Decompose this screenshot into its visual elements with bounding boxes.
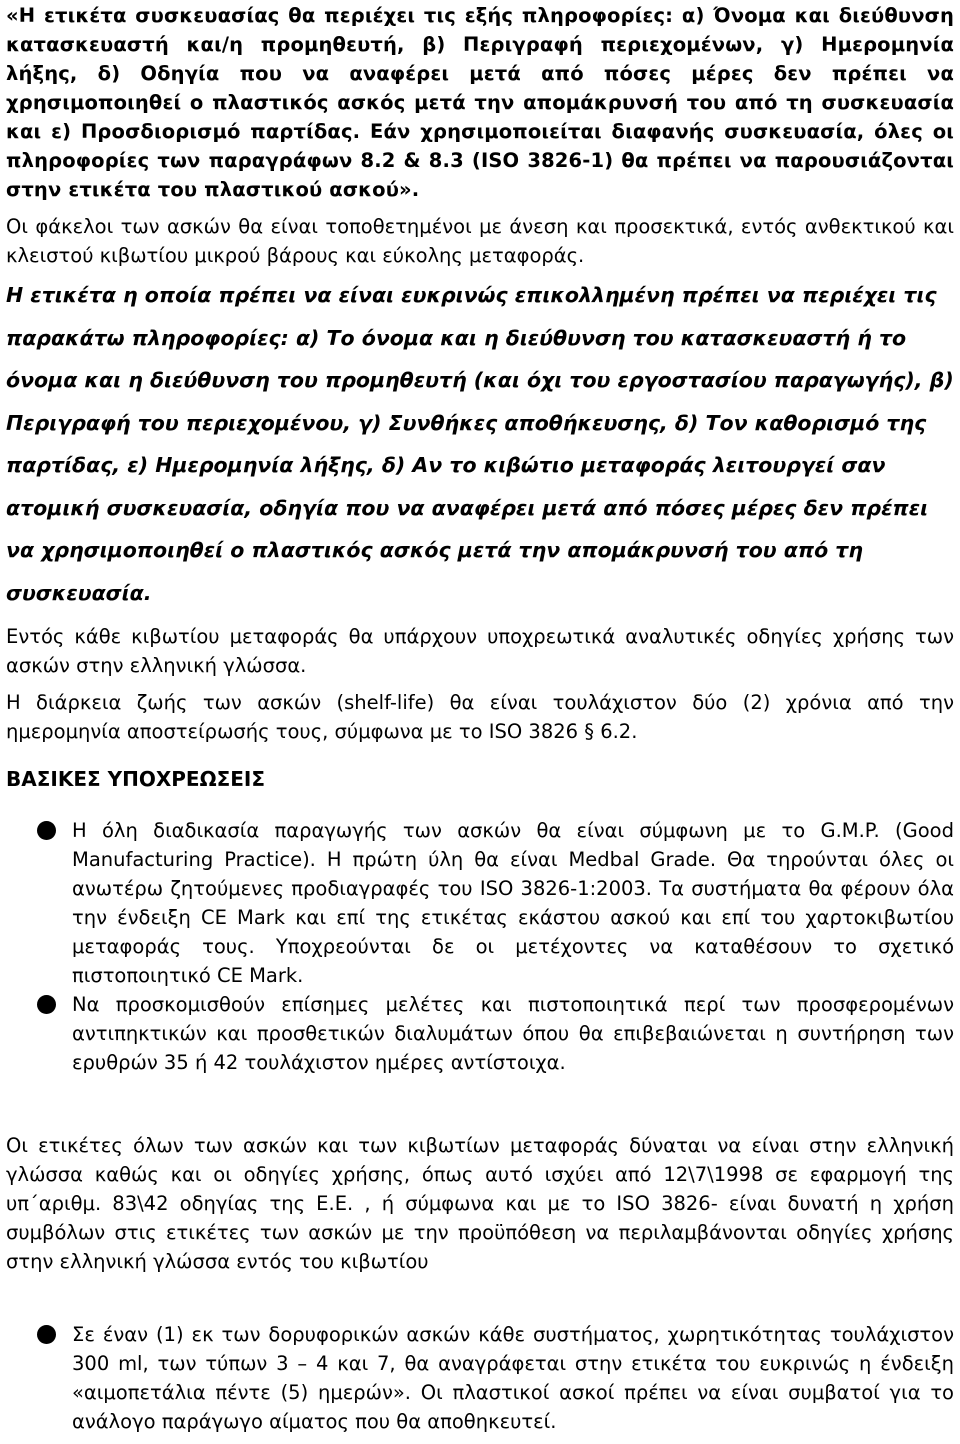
folders-paragraph: Οι φάκελοι των ασκών θα είναι τοποθετημένοι με άνεση και προσεκτικά, εντός ανθεκτικού και κλειστού κιβωτίου μικρού βάρους και εύκολης μεταφοράς. [6,215,954,267]
list-item-text: Η όλη διαδικασία παραγωγής των ασκών θα είναι σύμφωνη με το G.M.P. (Good Manufacturing Practice). Η πρώτη ύλη θα είναι Medbal Grade. Θα τηρούνται όλες οι ανωτέρω ζητούμενες προδιαγραφές του ISO 3826-1:2003. Τα συστήματα θα φέρουν όλα την ένδειξη CE Mark και επί της ετικέτας εκάστου ασκού και επί του χαρτοκιβωτίου μεταφοράς τους. Υποχρεούνται δε οι μετέχοντες να καταθέσουν το σχετικό πιστοποιητικό CE Mark. [72,819,954,987]
list-item [6,816,954,990]
label-italic-paragraph: Η ετικέτα η οποία πρέπει να είναι ευκρινώς επικολλημένη πρέπει να περιέχει τις παρακάτω πληροφορίες: α) Το όνομα και η διεύθυνση του κατασκευαστή ή το όνομα και η διεύθυνση του προμηθευτή (και όχι του εργοστασίου παραγωγής), β) Περιγραφή του περιεχομένου, γ) Συνθήκες αποθήκευσης, δ) Τον καθορισμό της παρτίδας, ε) Ημερομηνία λήξης, δ) Αν το κιβώτιο μεταφοράς λειτουργεί σαν ατομική συσκευασία, οδηγία που να αναφέρει μετά από πόσες μέρες δεν πρέπει να χρησιμοποιηθεί ο πλαστικός ασκός μετά την απομάκρυνσή του από τη συσκευασία. [6,283,954,605]
list-item [6,990,954,1077]
spacer [6,1077,954,1117]
label-intro-paragraph: «Η ετικέτα συσκευασίας θα περιέχει τις εξής πληροφορίες: α) Όνομα και διεύθυνση κατασκευαστή και/η προμηθευτή, β) Περιγραφή περιεχομένων, γ) Ημερομηνία λήξης, δ) Οδηγία που να αναφέρει μετά από πόσες μέρες δεν πρέπει να χρησιμοποιηθεί ο πλαστικός ασκός μετά την απομάκρυνσή του από τη συσκευασία και ε) Προσδιορισμό παρτίδας. Εάν χρησιμοποιείται διαφανής συσκευασία, όλες οι πληροφορίες των παραγράφων 8.2 & 8.3 (ISO 3826-1) θα πρέπει να παρουσιάζονται στην ετικέτα του πλαστικού ασκού». [6,4,954,201]
satellite-list [6,1320,954,1436]
list-item-text: Σε έναν (1) εκ των δορυφορικών ασκών κάθε συστήματος, χωρητικότητας τουλάχιστον 300 ml, των τύπων 3 – 4 και 7, θα αναγράφεται στην ετικέτα του ευκρινώς η ένδειξη «αιμοπετάλια πέντε (5) ημερών». Οι πλαστικοί ασκοί πρέπει να είναι συμβατοί για το ανάλογο παράγωγο αίματος που θα αποθηκευτεί. [72,1323,954,1433]
list-item-text: Να προσκομισθούν επίσημες μελέτες και πιστοποιητικά περί των προσφερομένων αντιπηκτικών και προσθετικών διαλυμάτων όπου θα επιβεβαιώνεται η συντήρηση των ερυθρών 35 ή 42 τουλάχιστον ημέρες αντίστοιχα. [72,993,954,1074]
instructions-paragraph: Εντός κάθε κιβωτίου μεταφοράς θα υπάρχουν υποχρεωτικά αναλυτικές οδηγίες χρήσης των ασκών στην ελληνική γλώσσα. [6,625,954,677]
bullet-icon [37,821,56,840]
document-page [6,0,954,1436]
bullet-icon [37,995,56,1014]
obligations-heading: ΒΑΣΙΚΕΣ ΥΠΟΧΡΕΩΣΕΙΣ [6,767,266,791]
obligations-list [6,816,954,1077]
shelf-life-paragraph: Η διάρκεια ζωής των ασκών (shelf-life) θα είναι τουλάχιστον δύο (2) χρόνια από την ημερομηνία αποστείρωσής τους, σύμφωνα με το ISO 3826 § 6.2. [6,691,954,743]
list-item [6,1320,954,1436]
labels-greek-paragraph: Οι ετικέτες όλων των ασκών και των κιβωτίων μεταφοράς δύναται να είναι στην ελληνική γλώσσα καθώς και οι οδηγίες χρήσης, όπως αυτό ισχύει από 12\7\1998 σε εφαρμογή της υπ΄αριθμ. 83\42 οδηγίας της Ε.Ε. , ή σύμφωνα και με το ISO 3826- είναι δυνατή η χρήση συμβόλων στις ετικέτες των ασκών με την προϋπόθεση να περιλαμβάνονται οδηγίες χρήσης στην ελληνική γλώσσα εντός του κιβωτίου [6,1134,954,1273]
bullet-icon [37,1325,56,1344]
